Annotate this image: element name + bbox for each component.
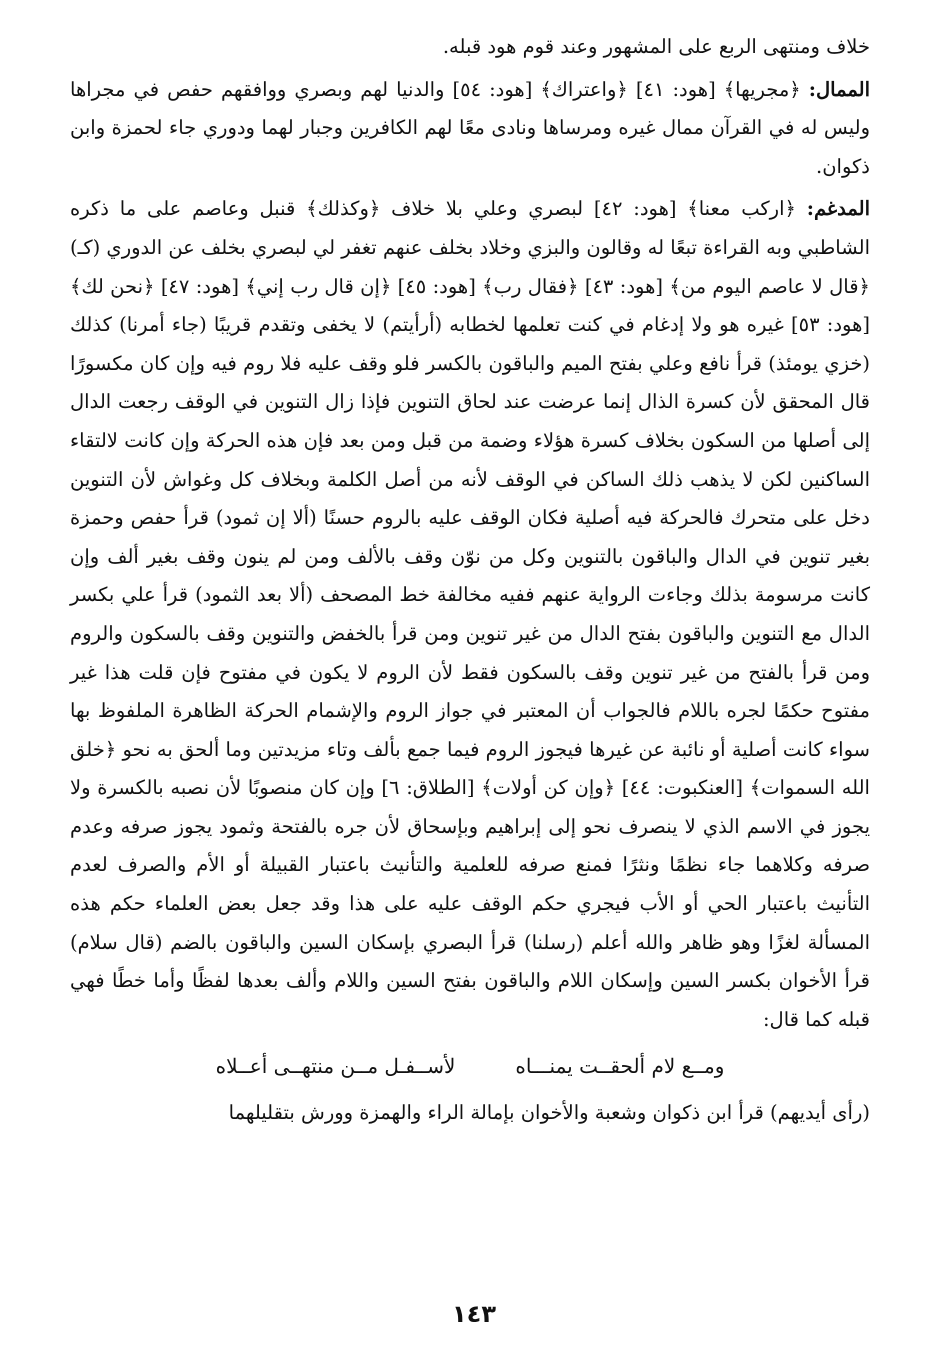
paragraph-mumal-text: ﴿مجريها﴾ [هود: ٤١] ﴿واعتراك﴾ [هود: ٥٤] والدنيا لهم وبصري ووافقهم حفص في مجراها وليس له في القرآن ممال غيره ومرساها ونادى معًا لهم الكافرين وجبار لهما ودوري جاء لحمزة وابن ذكوان. [70, 77, 870, 178]
section-label-mudgham: المدغم: [806, 197, 870, 221]
paragraph-intro: خلاف ومنتهى الربع على المشهور وعند قوم هود قبله. [442, 35, 870, 58]
paragraph-mudgham-text: ﴿اركب معنا﴾ [هود: ٤٢] لبصري وعلي بلا خلاف ﴿وكذلك﴾ قنبل وعاصم على ما ذكره الشاطبي وبه القراءة تبعًا له وقالون والبزي وخلاد بخلف عنهم تغفر لي لبصري بخلف عن الدوري (كـ) ﴿قال لا عاصم اليوم من﴾ [هود: ٤٣] ﴿فقال رب﴾ [هود: ٤٥] ﴿إن قال رب إني﴾ [هود: ٤٧] ﴿نحن لك﴾ [هود: ٥٣] غيره هو ولا إدغام في كنت تعلمها لخطابه (أرأيتم) لا يخفى وتقدم قريبًا (جاء أمرنا) كذلك (خزي يومئذ) قرأ نافع وعلي بفتح الميم والباقون بالكسر فلو وقف عليه فلا روم فيه وإن كان مكسورًا قال المحقق لأن كسرة الذال إنما عرضت عند لحاق التنوين فإذا زال التنوين في الوقف رجعت الدال إلى أصلها من السكون بخلاف كسرة هؤلاء وضمة من قبل ومن بعد فإن هذه الحركة وإن كانت لالتقاء الساكنين لكن لا يذهب ذلك الساكن في الوقف لأنه من أصل الكلمة وبخلاف كل وغواش لأن التنوين دخل على متحرك فالحركة فيه أصلية فكان الوقف عليه بالروم حسنًا (ألا إن ثمود) قرأ حفص وحمزة بغير تنوين في الدال والباقون بالتنوين وكل من نوّن وقف بالألف ومن لم ينون وقف بغير ألف وإن كانت مرسومة بذلك وجاءت الرواية عنهم ففيه مخالفة خط المصحف (ألا بعد الثمود) قرأ علي بكسر الدال مع التنوين والباقون بفتح الدال من غير تنوين ومن قرأ بالخفض والتنوين وقف بالسكون والروم ومن قرأ بالفتح من غير تنوين وقف بالسكون فقط لأن الروم لا يكون في مفتوح فإن قلت هذا غير مفتوح حكمًا لجره باللام فالجواب أن المعتبر في جواز الروم والإشمام الحركة الظاهرة الملفوظ بها سواء كانت أصلية أو نائبة عن غيرها فيجوز الروم فيما جمع بألف وتاء مزيدتين وما ألحق به نحو ﴿خلق الله السموات﴾ [العنكبوت: ٤٤] ﴿وإن كن أولات﴾ [الطلاق: ٦] وإن كان منصوبًا لأن نصبه بالكسرة ولا يجوز في الاسم الذي لا ينصرف نحو إلى إبراهيم وبإسحاق لأن جره بالفتحة وثمود يجوز صرفه وعدم صرفه وكلاهما جاء نظمًا ونثرًا فمنع صرفه للعلمية والتأنيث باعتبار القبيلة أو الأم والصرف لعدم التأنيث باعتبار الحي أو الأب فيجري حكم الوقف عليه على هذا وقد جعل بعض العلماء حكم هذه المسألة لغزًا وهو ظاهر والله أعلم (رسلنا) قرأ البصري بإسكان السين والباقون بالضم (قال سلام) قرأ الأخوان بكسر السين وإسكان اللام والباقون بفتح السين واللام وألف بعدها لفظًا وأما خطًا فهي قبله كما قال: [70, 197, 870, 1031]
verse-second-hemistich: لأســفـل مــن منتهــى أعــلاه [215, 1054, 456, 1079]
page-body [70, 28, 870, 1137]
paragraph-final: (رأى أيديهم) قرأ ابن ذكوان وشعبة والأخوان بإمالة الراء والهمزة وورش بتقليلهما [228, 1101, 870, 1125]
page-number: ١٤٣ [452, 1300, 496, 1328]
paragraph-mudgham [70, 190, 870, 1039]
section-label-mumal: الممال: [808, 77, 870, 101]
poetry-verse [70, 1047, 870, 1086]
verse-first-hemistich: ومــع لام ألحقــت يمنـــاه [515, 1054, 725, 1079]
paragraph-mumal [70, 71, 870, 187]
